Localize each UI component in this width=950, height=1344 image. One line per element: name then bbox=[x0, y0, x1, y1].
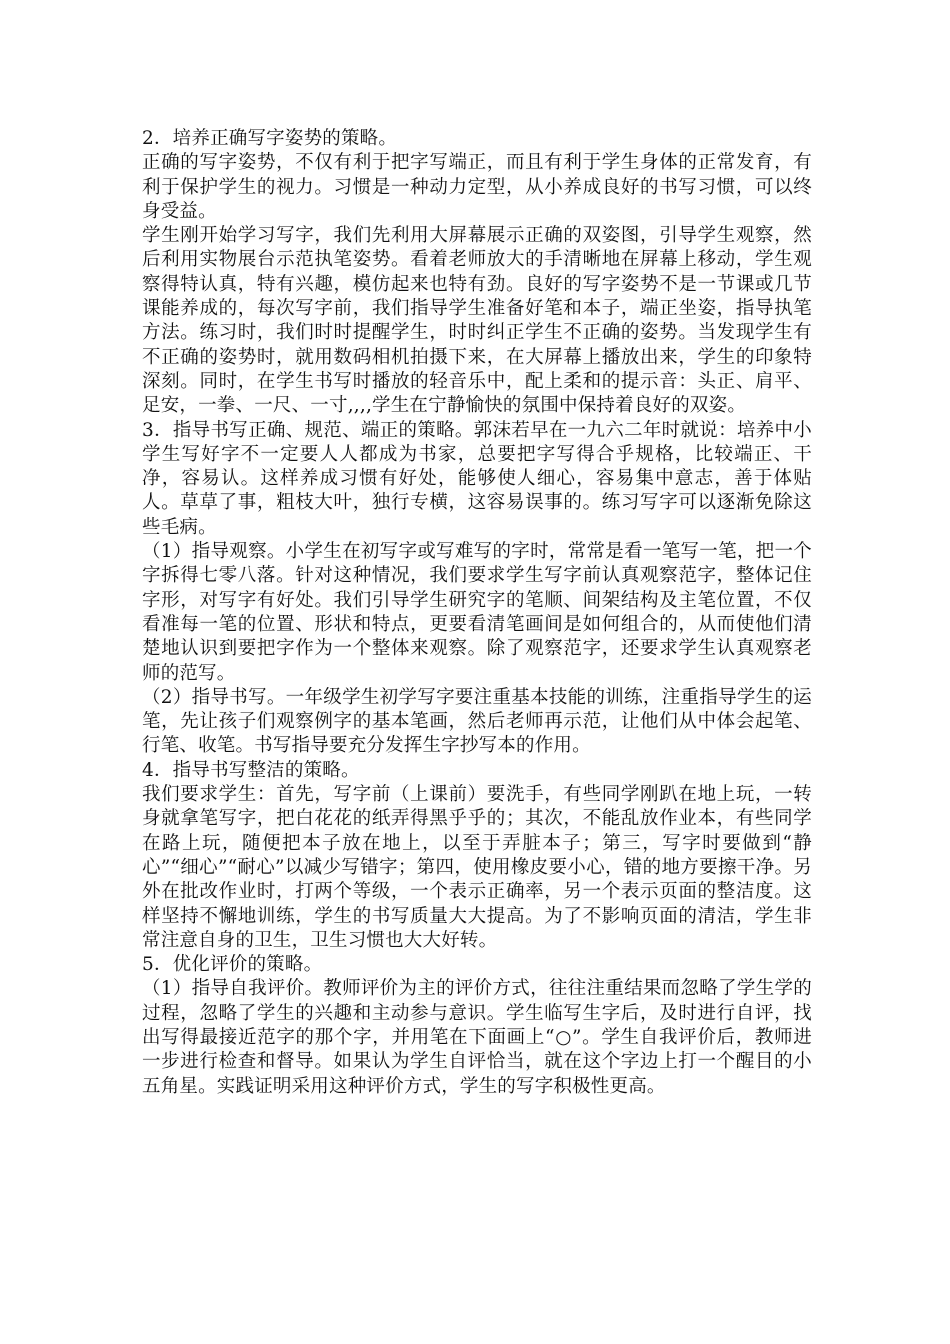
paragraph-neat-writing: 我们要求学生：首先，写字前（上课前）要洗手，有些同学刚趴在地上玩，一转身就拿笔写字，把白花花的纸弄得黑乎乎的；其次，不能乱放作业本，有些同学在路上玩，随便把本子放在地上，以至于弄脏本子；第三，写字时要做到“静心”“细心”“耐心”以减少写错字；第四，使用橡皮要小心，错的地方要擦干净。另外在批改作业时，打两个等级，一个表示正确率，另一个表示页面的整洁度。这样坚持不懈地训练，学生的书写质量大大提高。为了不影响页面的清洁，学生非常注意自身的卫生，卫生习惯也大大好转。 bbox=[142, 784, 812, 951]
heading-writing-correctness: 3．指导书写正确、规范、端正的策略。郭沫若早在一九六二年时就说：培养中小学生写好字不一定要人人都成为书家，总要把字写得合乎规格，比较端正、干净，容易认。这样养成习惯有好处，能够使人细心，容易集中意志，善于体贴人。草草了事，粗枝大叶，独行专横，这容易误事的。练习写字可以逐渐免除这些毛病。 bbox=[142, 419, 812, 538]
document-body bbox=[142, 127, 812, 1099]
paragraph-guide-observation: （1）指导观察。小学生在初写字或写难写的字时，常常是看一笔写一笔，把一个字拆得七零八落。针对这种情况，我们要求学生写字前认真观察范字，整体记住字形，对写字有好处。我们引导学生研究字的笔顺、间架结构及主笔位置，不仅看准每一笔的位置、形状和特点，更要看清笔画间是如何组合的，从而使他们清楚地认识到要把字作为一个整体来观察。除了观察范字，还要求学生认真观察老师的范写。 bbox=[142, 541, 812, 684]
heading-evaluation: 5．优化评价的策略。 bbox=[142, 954, 323, 976]
paragraph-self-evaluation: （1）指导自我评价。教师评价为主的评价方式，往往注重结果而忽略了学生学的过程，忽略了学生的兴趣和主动参与意识。学生临写生字后，及时进行自评，找出写得最接近范字的那个字，并用笔在下面画上“○”。学生自我评价后，教师进一步进行检查和督导。如果认为学生自评恰当，就在这个字边上打一个醒目的小五角星。实践证明采用这种评价方式，学生的写字积极性更高。 bbox=[142, 978, 812, 1097]
paragraph-guide-writing: （2）指导书写。一年级学生初学写字要注重基本技能的训练，注重指导学生的运笔，先让孩子们观察例字的基本笔画，然后老师再示范，让他们从中体会起笔、行笔、收笔。书写指导要充分发挥生字抄写本的作用。 bbox=[142, 686, 812, 757]
heading-neat-writing: 4．指导书写整洁的策略。 bbox=[142, 759, 360, 781]
heading-writing-posture: 2．培养正确写字姿势的策略。 bbox=[142, 128, 398, 149]
paragraph-posture-importance: 正确的写字姿势，不仅有利于把字写端正，而且有利于学生身体的正常发育，有利于保护学生的视力。习惯是一种动力定型，从小养成良好的书写习惯，可以终身受益。 bbox=[142, 152, 812, 222]
paragraph-posture-practice: 学生刚开始学习写字，我们先利用大屏幕展示正确的双姿图，引导学生观察，然后利用实物展台示范执笔姿势。看着老师放大的手清晰地在屏幕上移动，学生观察得特认真，特有兴趣，模仿起来也特有劲。良好的写字姿势不是一节课或几节课能养成的，每次写字前，我们指导学生准备好笔和本子，端正坐姿，指导执笔方法。练习时，我们时时提醒学生，时时纠正学生不正确的姿势。当发现学生有不正确的姿势时，就用数码相机拍摄下来，在大屏幕上播放出来，学生的印象特深刻。同时，在学生书写时播放的轻音乐中，配上柔和的提示音：头正、肩平、足安，一拳、一尺、一寸,,,,学生在宁静愉快的氛围中保持着良好的双姿。 bbox=[142, 225, 812, 417]
